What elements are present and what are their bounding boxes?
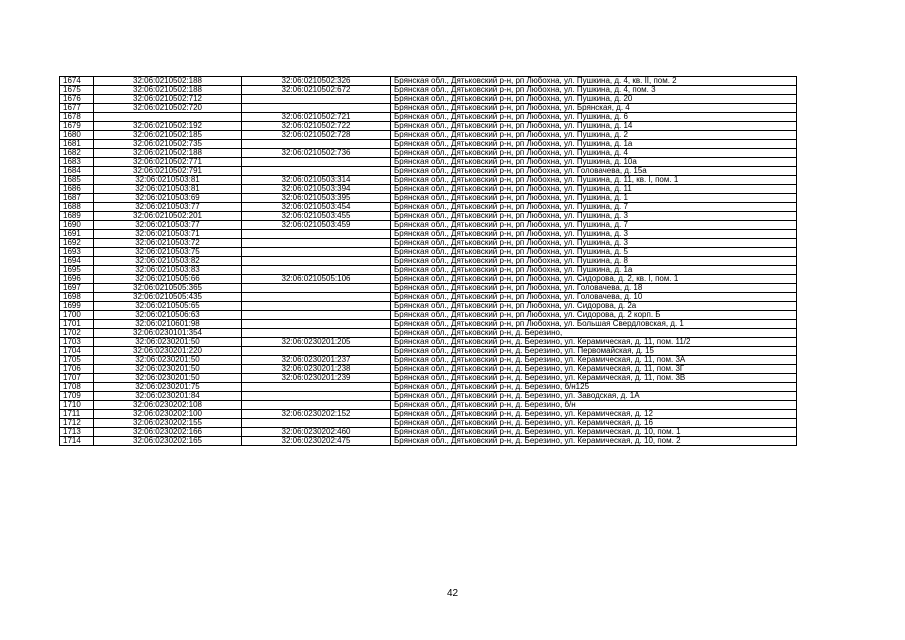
land-cadastral-cell: 32:06:0230202:100 (94, 410, 242, 419)
row-number-cell: 1676 (60, 95, 94, 104)
row-number-cell: 1707 (60, 374, 94, 383)
table-row (60, 275, 797, 284)
row-number-cell: 1714 (60, 437, 94, 446)
registry-table (59, 76, 797, 446)
table-row (60, 365, 797, 374)
object-cadastral-cell (242, 329, 391, 338)
object-cadastral-cell (242, 266, 391, 275)
address-cell: Брянская обл., Дятьковский р-н, рп Любохна, ул. Головачева, д. 18 (391, 284, 797, 293)
object-cadastral-cell (242, 302, 391, 311)
row-number-cell: 1683 (60, 158, 94, 167)
address-cell: Брянская обл., Дятьковский р-н, рп Любохна, ул. Пушкина, д. 4, кв. II, пом. 2 (391, 77, 797, 86)
land-cadastral-cell: 32:06:0230202:165 (94, 437, 242, 446)
object-cadastral-cell (242, 248, 391, 257)
table-row (60, 158, 797, 167)
object-cadastral-cell: 32:06:0230201:239 (242, 374, 391, 383)
object-cadastral-cell (242, 140, 391, 149)
land-cadastral-cell: 32:06:0230101:354 (94, 329, 242, 338)
table-row (60, 410, 797, 419)
object-cadastral-cell: 32:06:0230202:460 (242, 428, 391, 437)
address-cell: Брянская обл., Дятьковский р-н, д. Березино, ул. Керамическая, д. 16 (391, 419, 797, 428)
land-cadastral-cell: 32:06:0230201:50 (94, 365, 242, 374)
object-cadastral-cell: 32:06:0210502:728 (242, 131, 391, 140)
row-number-cell: 1710 (60, 401, 94, 410)
land-cadastral-cell: 32:06:0230201:75 (94, 383, 242, 392)
table-row (60, 248, 797, 257)
object-cadastral-cell: 32:06:0230202:475 (242, 437, 391, 446)
land-cadastral-cell: 32:06:0210502:201 (94, 212, 242, 221)
address-cell: Брянская обл., Дятьковский р-н, рп Любохна, ул. Пушкина, д. 4, пом. 3 (391, 86, 797, 95)
row-number-cell: 1687 (60, 194, 94, 203)
table-row (60, 284, 797, 293)
land-cadastral-cell: 32:06:0210503:69 (94, 194, 242, 203)
address-cell: Брянская обл., Дятьковский р-н, рп Любохна, ул. Пушкина, д. 6 (391, 113, 797, 122)
object-cadastral-cell: 32:06:0230201:205 (242, 338, 391, 347)
table-row (60, 140, 797, 149)
table-row (60, 77, 797, 86)
row-number-cell: 1701 (60, 320, 94, 329)
table-row (60, 266, 797, 275)
land-cadastral-cell: 32:06:0230202:155 (94, 419, 242, 428)
row-number-cell: 1711 (60, 410, 94, 419)
object-cadastral-cell (242, 293, 391, 302)
address-cell: Брянская обл., Дятьковский р-н, д. Березино, ул. Керамическая, д. 11, пом. 11/2 (391, 338, 797, 347)
land-cadastral-cell: 32:06:0210503:81 (94, 185, 242, 194)
row-number-cell: 1708 (60, 383, 94, 392)
land-cadastral-cell: 32:06:0210505:365 (94, 284, 242, 293)
row-number-cell: 1674 (60, 77, 94, 86)
land-cadastral-cell: 32:06:0230201:50 (94, 356, 242, 365)
land-cadastral-cell: 32:06:0230202:166 (94, 428, 242, 437)
address-cell: Брянская обл., Дятьковский р-н, д. Березино, ул. Керамическая, д. 11, пом. 3Г (391, 365, 797, 374)
address-cell: Брянская обл., Дятьковский р-н, д. Березино, ул. Керамическая, д. 12 (391, 410, 797, 419)
object-cadastral-cell: 32:06:0210502:722 (242, 122, 391, 131)
table-row (60, 176, 797, 185)
address-cell: Брянская обл., Дятьковский р-н, д. Березино, ул. Керамическая, д. 10, пом. 2 (391, 437, 797, 446)
table-row (60, 86, 797, 95)
address-cell: Брянская обл., Дятьковский р-н, рп Любохна, ул. Пушкина, д. 14 (391, 122, 797, 131)
row-number-cell: 1677 (60, 104, 94, 113)
object-cadastral-cell (242, 104, 391, 113)
land-cadastral-cell: 32:06:0210502:185 (94, 131, 242, 140)
page-number: 42 (446, 588, 459, 599)
table-row (60, 239, 797, 248)
table-row (60, 257, 797, 266)
land-cadastral-cell: 32:06:0210502:188 (94, 86, 242, 95)
object-cadastral-cell: 32:06:0210505:106 (242, 275, 391, 284)
object-cadastral-cell: 32:06:0210503:395 (242, 194, 391, 203)
object-cadastral-cell (242, 239, 391, 248)
land-cadastral-cell: 32:06:0210503:81 (94, 176, 242, 185)
address-cell: Брянская обл., Дятьковский р-н, рп Любохна, ул. Пушкина, д. 1а (391, 266, 797, 275)
object-cadastral-cell: 32:06:0210502:672 (242, 86, 391, 95)
row-number-cell: 1690 (60, 221, 94, 230)
address-cell: Брянская обл., Дятьковский р-н, рп Любохна, ул. Сидорова, д. 2, кв. I, пом. 1 (391, 275, 797, 284)
address-cell: Брянская обл., Дятьковский р-н, рп Любохна, ул. Сидорова, д. 2 корп. Б (391, 311, 797, 320)
address-cell: Брянская обл., Дятьковский р-н, рп Любохна, ул. Пушкина, д. 1 (391, 194, 797, 203)
row-number-cell: 1713 (60, 428, 94, 437)
row-number-cell: 1689 (60, 212, 94, 221)
table-row (60, 212, 797, 221)
address-cell: Брянская обл., Дятьковский р-н, рп Любохна, ул. Пушкина, д. 4 (391, 149, 797, 158)
land-cadastral-cell: 32:06:0210502:791 (94, 167, 242, 176)
object-cadastral-cell (242, 383, 391, 392)
row-number-cell: 1709 (60, 392, 94, 401)
row-number-cell: 1691 (60, 230, 94, 239)
object-cadastral-cell (242, 419, 391, 428)
table-row (60, 230, 797, 239)
row-number-cell: 1692 (60, 239, 94, 248)
land-cadastral-cell: 32:06:0230201:50 (94, 338, 242, 347)
object-cadastral-cell: 32:06:0210503:454 (242, 203, 391, 212)
address-cell: Брянская обл., Дятьковский р-н, рп Любохна, ул. Пушкина, д. 3 (391, 230, 797, 239)
land-cadastral-cell: 32:06:0210502:188 (94, 149, 242, 158)
land-cadastral-cell: 32:06:0210502:192 (94, 122, 242, 131)
land-cadastral-cell: 32:06:0210503:71 (94, 230, 242, 239)
row-number-cell: 1699 (60, 302, 94, 311)
row-number-cell: 1678 (60, 113, 94, 122)
row-number-cell: 1700 (60, 311, 94, 320)
land-cadastral-cell: 32:06:0210503:72 (94, 239, 242, 248)
object-cadastral-cell (242, 347, 391, 356)
row-number-cell: 1695 (60, 266, 94, 275)
address-cell: Брянская обл., Дятьковский р-н, рп Любохна, ул. Сидорова, д. 2а (391, 302, 797, 311)
land-cadastral-cell: 32:06:0210502:735 (94, 140, 242, 149)
address-cell: Брянская обл., Дятьковский р-н, рп Любохна, ул. Пушкина, д. 5 (391, 248, 797, 257)
object-cadastral-cell: 32:06:0210502:326 (242, 77, 391, 86)
land-cadastral-cell: 32:06:0210503:77 (94, 203, 242, 212)
row-number-cell: 1693 (60, 248, 94, 257)
object-cadastral-cell (242, 392, 391, 401)
table-row (60, 149, 797, 158)
object-cadastral-cell: 32:06:0230202:152 (242, 410, 391, 419)
object-cadastral-cell: 32:06:0210502:721 (242, 113, 391, 122)
address-cell: Брянская обл., Дятьковский р-н, д. Березино, ул. Керамическая, д. 11, пом. 3В (391, 374, 797, 383)
address-cell: Брянская обл., Дятьковский р-н, рп Любохна, ул. Пушкина, д. 20 (391, 95, 797, 104)
row-number-cell: 1704 (60, 347, 94, 356)
land-cadastral-cell: 32:06:0210601:98 (94, 320, 242, 329)
table-row (60, 392, 797, 401)
address-cell: Брянская обл., Дятьковский р-н, д. Березино, ул. Первомайская, д. 15 (391, 347, 797, 356)
table-row (60, 221, 797, 230)
table-row (60, 329, 797, 338)
row-number-cell: 1697 (60, 284, 94, 293)
address-cell: Брянская обл., Дятьковский р-н, рп Любохна, ул. Пушкина, д. 2 (391, 131, 797, 140)
address-cell: Брянская обл., Дятьковский р-н, д. Березино, б/н125 (391, 383, 797, 392)
table-row (60, 428, 797, 437)
object-cadastral-cell: 32:06:0210502:736 (242, 149, 391, 158)
address-cell: Брянская обл., Дятьковский р-н, рп Любохна, ул. Пушкина, д. 8 (391, 257, 797, 266)
land-cadastral-cell: 32:06:0210503:77 (94, 221, 242, 230)
object-cadastral-cell (242, 95, 391, 104)
table-row (60, 104, 797, 113)
table-row (60, 374, 797, 383)
object-cadastral-cell (242, 284, 391, 293)
table-row (60, 356, 797, 365)
land-cadastral-cell: 32:06:0230201:220 (94, 347, 242, 356)
object-cadastral-cell (242, 311, 391, 320)
land-cadastral-cell: 32:06:0230201:50 (94, 374, 242, 383)
object-cadastral-cell (242, 167, 391, 176)
row-number-cell: 1702 (60, 329, 94, 338)
table-row (60, 383, 797, 392)
table-row (60, 320, 797, 329)
table-row (60, 419, 797, 428)
row-number-cell: 1705 (60, 356, 94, 365)
address-cell: Брянская обл., Дятьковский р-н, рп Любохна, ул. Пушкина, д. 10а (391, 158, 797, 167)
address-cell: Брянская обл., Дятьковский р-н, рп Любохна, ул. Головачева, д. 10 (391, 293, 797, 302)
land-cadastral-cell: 32:06:0230202:108 (94, 401, 242, 410)
address-cell: Брянская обл., Дятьковский р-н, рп Любохна, ул. Брянская, д. 4 (391, 104, 797, 113)
object-cadastral-cell: 32:06:0230201:237 (242, 356, 391, 365)
address-cell: Брянская обл., Дятьковский р-н, рп Любохна, ул. Большая Свердловская, д. 1 (391, 320, 797, 329)
address-cell: Брянская обл., Дятьковский р-н, рп Любохна, ул. Пушкина, д. 3 (391, 212, 797, 221)
address-cell: Брянская обл., Дятьковский р-н, рп Любохна, ул. Пушкина, д. 3 (391, 239, 797, 248)
object-cadastral-cell (242, 230, 391, 239)
row-number-cell: 1684 (60, 167, 94, 176)
land-cadastral-cell: 32:06:0230201:84 (94, 392, 242, 401)
land-cadastral-cell: 32:06:0210502:188 (94, 77, 242, 86)
object-cadastral-cell: 32:06:0230201:238 (242, 365, 391, 374)
row-number-cell: 1685 (60, 176, 94, 185)
address-cell: Брянская обл., Дятьковский р-н, рп Любохна, ул. Пушкина, д. 11, кв. I, пом. 1 (391, 176, 797, 185)
row-number-cell: 1706 (60, 365, 94, 374)
row-number-cell: 1675 (60, 86, 94, 95)
land-cadastral-cell: 32:06:0210503:83 (94, 266, 242, 275)
land-cadastral-cell: 32:06:0210502:720 (94, 104, 242, 113)
row-number-cell: 1686 (60, 185, 94, 194)
address-cell: Брянская обл., Дятьковский р-н, рп Любохна, ул. Пушкина, д. 7 (391, 221, 797, 230)
address-cell: Брянская обл., Дятьковский р-н, рп Любохна, ул. Головачева, д. 15а (391, 167, 797, 176)
table-row (60, 113, 797, 122)
table-row (60, 95, 797, 104)
land-cadastral-cell: 32:06:0210505:435 (94, 293, 242, 302)
address-cell: Брянская обл., Дятьковский р-н, д. Березино, ул. Керамическая, д. 10, пом. 1 (391, 428, 797, 437)
address-cell: Брянская обл., Дятьковский р-н, д. Березино, (391, 329, 797, 338)
table-row (60, 194, 797, 203)
land-cadastral-cell: 32:06:0210502:771 (94, 158, 242, 167)
row-number-cell: 1681 (60, 140, 94, 149)
object-cadastral-cell: 32:06:0210503:314 (242, 176, 391, 185)
address-cell: Брянская обл., Дятьковский р-н, д. Березино, ул. Керамическая, д. 11, пом. 3А (391, 356, 797, 365)
land-cadastral-cell (94, 113, 242, 122)
land-cadastral-cell: 32:06:0210505:66 (94, 275, 242, 284)
row-number-cell: 1694 (60, 257, 94, 266)
object-cadastral-cell: 32:06:0210503:459 (242, 221, 391, 230)
table-row (60, 122, 797, 131)
object-cadastral-cell (242, 158, 391, 167)
table-row (60, 437, 797, 446)
table-row (60, 338, 797, 347)
object-cadastral-cell (242, 320, 391, 329)
row-number-cell: 1682 (60, 149, 94, 158)
address-cell: Брянская обл., Дятьковский р-н, д. Березино, ул. Заводская, д. 1А (391, 392, 797, 401)
table-row (60, 203, 797, 212)
object-cadastral-cell (242, 401, 391, 410)
table-row (60, 401, 797, 410)
land-cadastral-cell: 32:06:0210503:75 (94, 248, 242, 257)
row-number-cell: 1679 (60, 122, 94, 131)
address-cell: Брянская обл., Дятьковский р-н, рп Любохна, ул. Пушкина, д. 1а (391, 140, 797, 149)
land-cadastral-cell: 32:06:0210503:82 (94, 257, 242, 266)
row-number-cell: 1696 (60, 275, 94, 284)
object-cadastral-cell (242, 257, 391, 266)
table-row (60, 131, 797, 140)
row-number-cell: 1712 (60, 419, 94, 428)
object-cadastral-cell: 32:06:0210503:394 (242, 185, 391, 194)
address-cell: Брянская обл., Дятьковский р-н, рп Любохна, ул. Пушкина, д. 11 (391, 185, 797, 194)
table-row (60, 311, 797, 320)
table-row (60, 185, 797, 194)
address-cell: Брянская обл., Дятьковский р-н, рп Любохна, ул. Пушкина, д. 7 (391, 203, 797, 212)
table-row (60, 347, 797, 356)
row-number-cell: 1698 (60, 293, 94, 302)
row-number-cell: 1680 (60, 131, 94, 140)
land-cadastral-cell: 32:06:0210502:712 (94, 95, 242, 104)
land-cadastral-cell: 32:06:0210505:65 (94, 302, 242, 311)
table-row (60, 167, 797, 176)
land-cadastral-cell: 32:06:0210506:63 (94, 311, 242, 320)
object-cadastral-cell: 32:06:0210503:455 (242, 212, 391, 221)
row-number-cell: 1703 (60, 338, 94, 347)
address-cell: Брянская обл., Дятьковский р-н, д. Березино, б/н (391, 401, 797, 410)
row-number-cell: 1688 (60, 203, 94, 212)
table-row (60, 302, 797, 311)
registry-table-body (60, 77, 797, 446)
table-row (60, 293, 797, 302)
